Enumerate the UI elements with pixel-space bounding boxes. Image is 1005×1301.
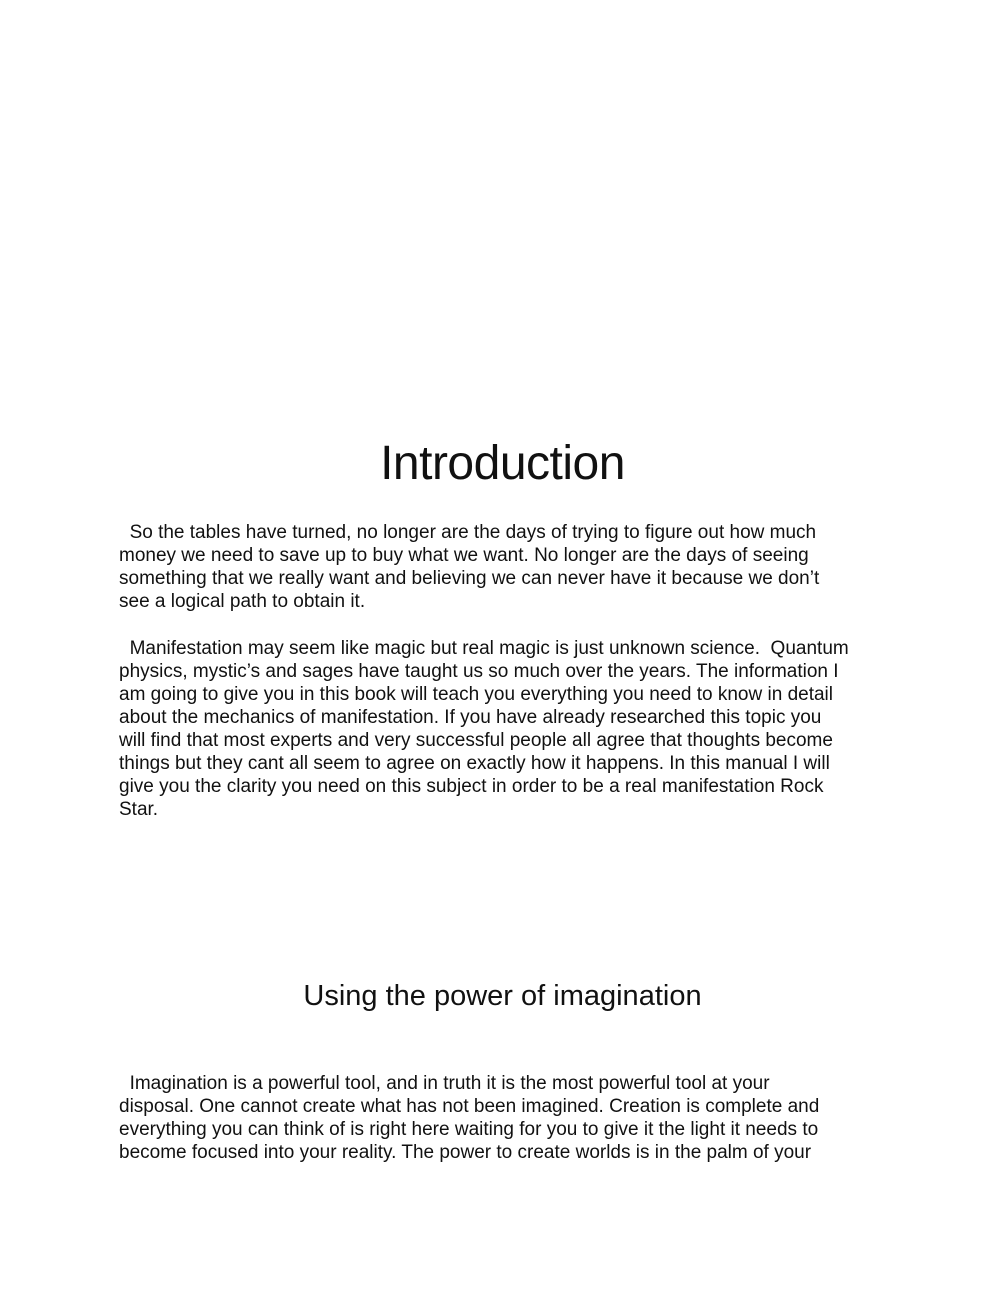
section-heading-imagination: Using the power of imagination xyxy=(303,980,702,1012)
intro-paragraph-1: So the tables have turned, no longer are the days of trying to figure out how much money we need to save up to buy what we want. No longer are the days of seeing something that we really want and believing we can never have it because we don’t see a logical path to obtain it. xyxy=(119,522,820,612)
imagination-paragraph-1: Imagination is a powerful tool, and in truth it is the most powerful tool at your disposal. One cannot create what has not been imagined. Creation is complete and everything you can think of is right here waiting for you to give it the light it needs to become focused into your reality. The power to create worlds is in the palm of your xyxy=(119,1073,820,1163)
intro-paragraph-2: Manifestation may seem like magic but real magic is just unknown science. Quantum physics, mystic’s and sages have taught us so much over the years. The information I am going to give you in this book will teach you everything you need to know in detail about the mechanics of manifestation. If you have already researched this topic you will find that most experts and very successful people all agree that thoughts become things but they cant all seem to agree on exactly how it happens. In this manual I will give you the clarity you need on this subject in order to be a real manifestation Rock Star. xyxy=(119,638,849,820)
page-title: Introduction xyxy=(380,437,625,490)
